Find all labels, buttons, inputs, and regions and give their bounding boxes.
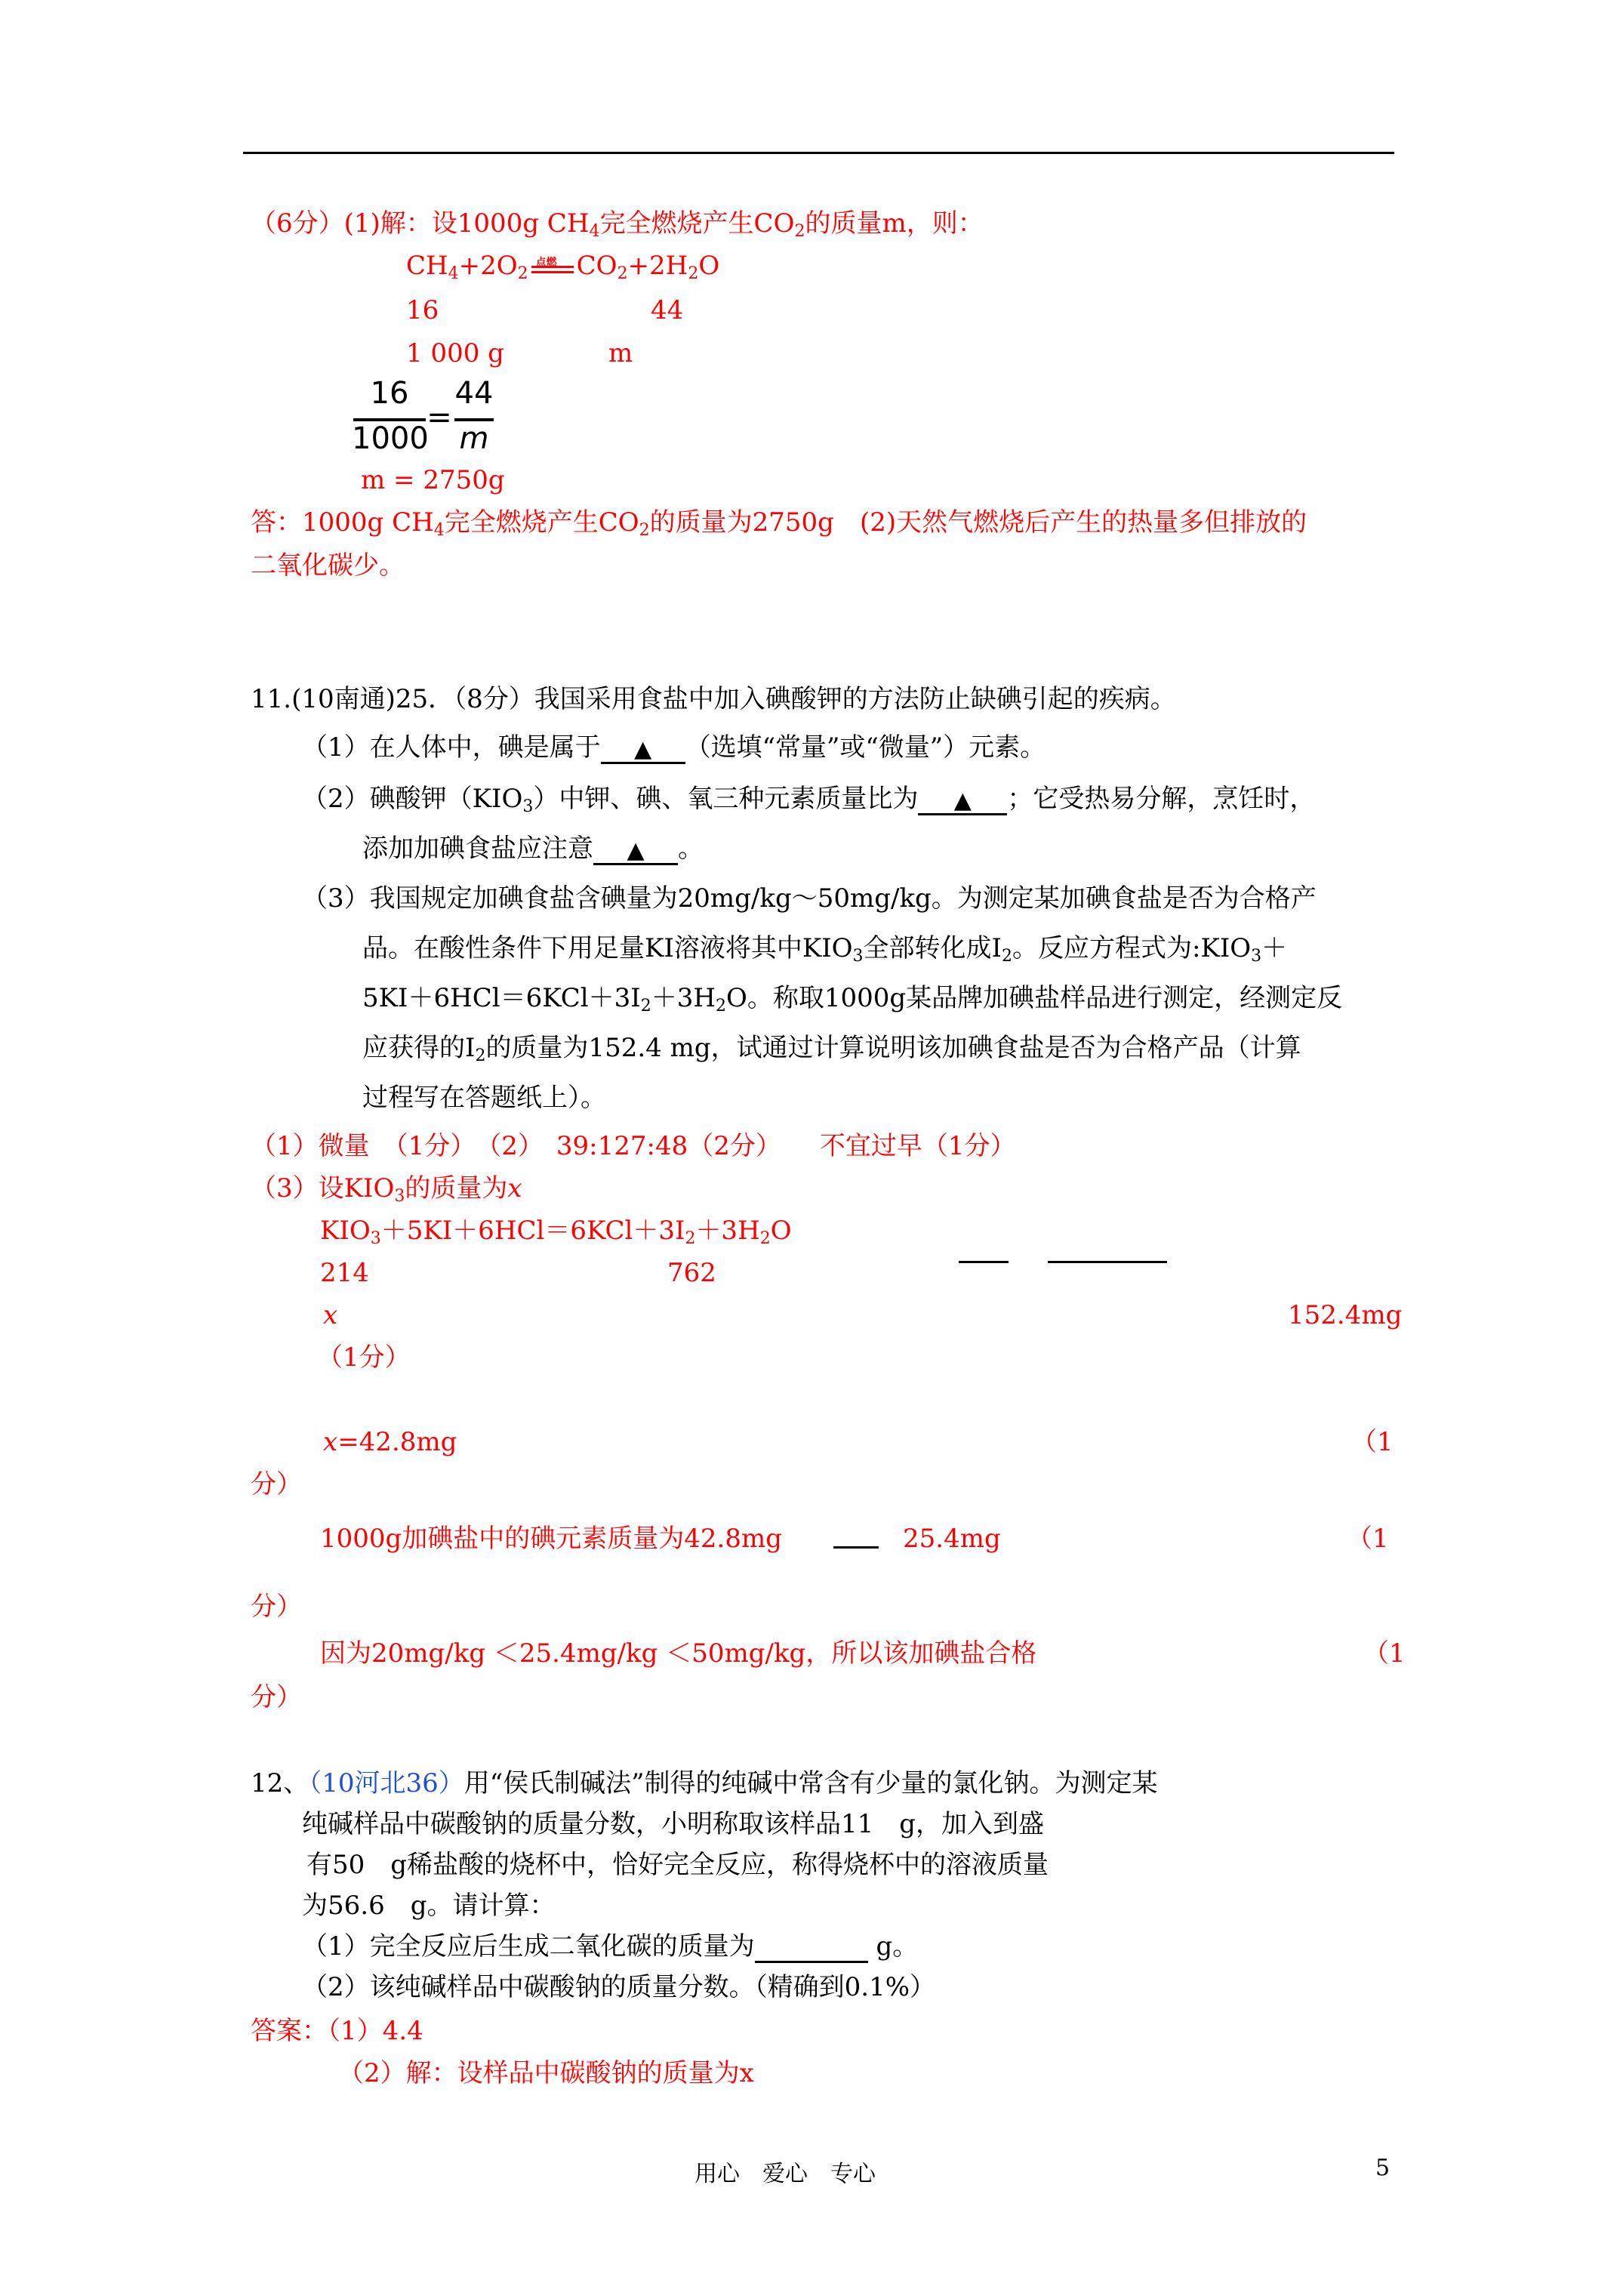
fraction-line — [959, 1261, 1009, 1263]
ans11-score3-open: （1 — [1347, 1524, 1389, 1554]
q11-title: 11.(10南通)25．（8分）我国采用食盐中加入碘酸钾的方法防止缺碘引起的疾病。 — [251, 684, 1176, 714]
ans11-iodine-a: 1000g加碘盐中的碘元素质量为42.8mg — [320, 1524, 782, 1554]
q12-part1: （1）完全反应后生成二氧化碳的质量为 g。 — [302, 1931, 919, 1962]
q11-part2-line1: （2）碘酸钾$(KIO_3)$中钾、碘、氧三种元素质量比为 ▲ ；它受热易分解，烹饪时， — [302, 784, 1316, 816]
ans12-line2: （2）解：设样品中碳酸钠的质量为x — [338, 2058, 754, 2088]
q11-part3-line4: 应获得的$I_2$的质量为152.4 mg，试通过计算说明该加碘食盐是否为合格产品（计算 — [362, 1033, 1301, 1065]
ans11-x: x — [323, 1300, 338, 1330]
q12-line4: 为56.6 g。请计算： — [302, 1891, 556, 1921]
q11-part2-line2: 添加加碘食盐应注意 ▲ 。 — [362, 834, 704, 864]
fraction-denominator: 1000 — [352, 421, 429, 456]
ans11-mr-right: 762 — [667, 1258, 716, 1288]
sol10-mass-left: 1 000 g — [406, 338, 504, 368]
sol10-line1: （6分）(1)解：设1000g $CH_4$完全燃烧产生$CO_2$的质量m，则： — [251, 208, 984, 241]
footer-motto: 用心 爱心 专心 — [694, 2161, 876, 2187]
q12-line2: 纯碱样品中碳酸钠的质量分数，小明称取该样品11 g，加入到盛 — [302, 1809, 1045, 1839]
sol10-mr-right: 44 — [651, 295, 684, 325]
reaction-arrow: 点燃 — [528, 249, 577, 282]
fraction-right — [453, 376, 495, 461]
fraction-denominator: m — [459, 421, 489, 456]
ans11-score2-open: （1 — [1351, 1427, 1394, 1457]
sol10-mass-right: m — [608, 338, 633, 368]
ans11-score1: （1分） — [317, 1342, 411, 1373]
sol10-equation: $CH_4+2O_2$ 点燃 $CO_2+2H_2O$ — [406, 251, 720, 283]
fraction-numerator: 16 — [370, 376, 409, 411]
ans12-line1: 答案：（1）4.4 — [251, 2016, 423, 2046]
ans11-mass-right: 152.4mg — [1288, 1300, 1403, 1330]
q12-line3: 有50 g稀盐酸的烧杯中，恰好完全反应，称得烧杯中的溶液质量 — [306, 1850, 1049, 1880]
q12-blank — [755, 1935, 868, 1963]
ans11-iodine-b: 25.4mg — [903, 1524, 1001, 1554]
q11-part1: （1）在人体中，碘是属于 ▲ （选填“常量”或“微量”）元素。 — [302, 732, 1046, 763]
q12-source: （10河北36） — [309, 1768, 464, 1798]
sol10-mr-left: 16 — [406, 295, 439, 325]
q12-line1: 12、（10河北36）用“侯氏制碱法”制得的纯碱中常含有少量的氯化钠。为测定某 — [251, 1768, 1158, 1798]
page-number: 5 — [1375, 2155, 1390, 2181]
ans11-score2-close: 分） — [251, 1469, 302, 1499]
ans11-judge: 因为20mg/kg ＜25.4mg/kg ＜50mg/kg，所以该加碘盐合格 — [320, 1638, 1037, 1669]
header-rule — [243, 152, 1394, 154]
q11-part3-line1: （3）我国规定加碘食盐含碘量为20mg/kg～50mg/kg。为测定某加碘食盐是否为合格产 — [302, 883, 1317, 914]
fraction-left — [352, 376, 427, 461]
ans11-score4-open: （1 — [1363, 1638, 1406, 1669]
q11-blank2: ▲ — [918, 783, 1007, 815]
sol10-answer-line1: 答：1000g $CH_4$完全燃烧产生$CO_2$的质量为2750g (2)天然气燃烧后产生的热量多但排放的 — [251, 507, 1307, 540]
fraction-line — [833, 1546, 879, 1549]
ans11-score4-close: 分） — [251, 1682, 302, 1712]
q11-blank1: ▲ — [601, 732, 685, 764]
fraction-line — [1048, 1261, 1167, 1263]
q11-part3-line2: 品。在酸性条件下用足量KI溶液将其中$KIO_3$全部转化成$I_2$。反应方程式为$:KIO_3+$ — [362, 933, 1288, 966]
fraction-numerator: 44 — [454, 376, 494, 411]
ans11-score3-close: 分） — [251, 1592, 302, 1622]
sol10-answer-line2: 二氧化碳少。 — [251, 550, 405, 581]
ans11-mr-left: 214 — [320, 1258, 369, 1288]
q11-part3-line5: 过程写在答题纸上）。 — [362, 1083, 606, 1113]
q11-part3-line3: $5KI+6HCl=6KCl+3I_2+3H_2O$。称取1000g某品牌加碘盐样品进行测定，经测定反 — [362, 983, 1343, 1015]
q12-part2: （2）该纯碱样品中碳酸钠的质量分数。（精确到0.1%） — [302, 1972, 936, 2002]
ans11-line1: （1）微量 （1分） （2） 39:127:48（2分） 不宜过早（1分） — [251, 1131, 1016, 1161]
sol10-result: m = 2750g — [361, 465, 505, 495]
fraction-equals: = — [427, 400, 452, 435]
q11-blank3: ▲ — [593, 833, 678, 865]
ans11-equation: $KIO_3+5KI+6HCl=6KCl+3I_2+3H_2O$ — [320, 1216, 792, 1248]
ans11-line2: （3）设$KIO_3$的质量为x — [251, 1173, 522, 1206]
ans11-x-result: x=42.8mg — [323, 1427, 457, 1457]
